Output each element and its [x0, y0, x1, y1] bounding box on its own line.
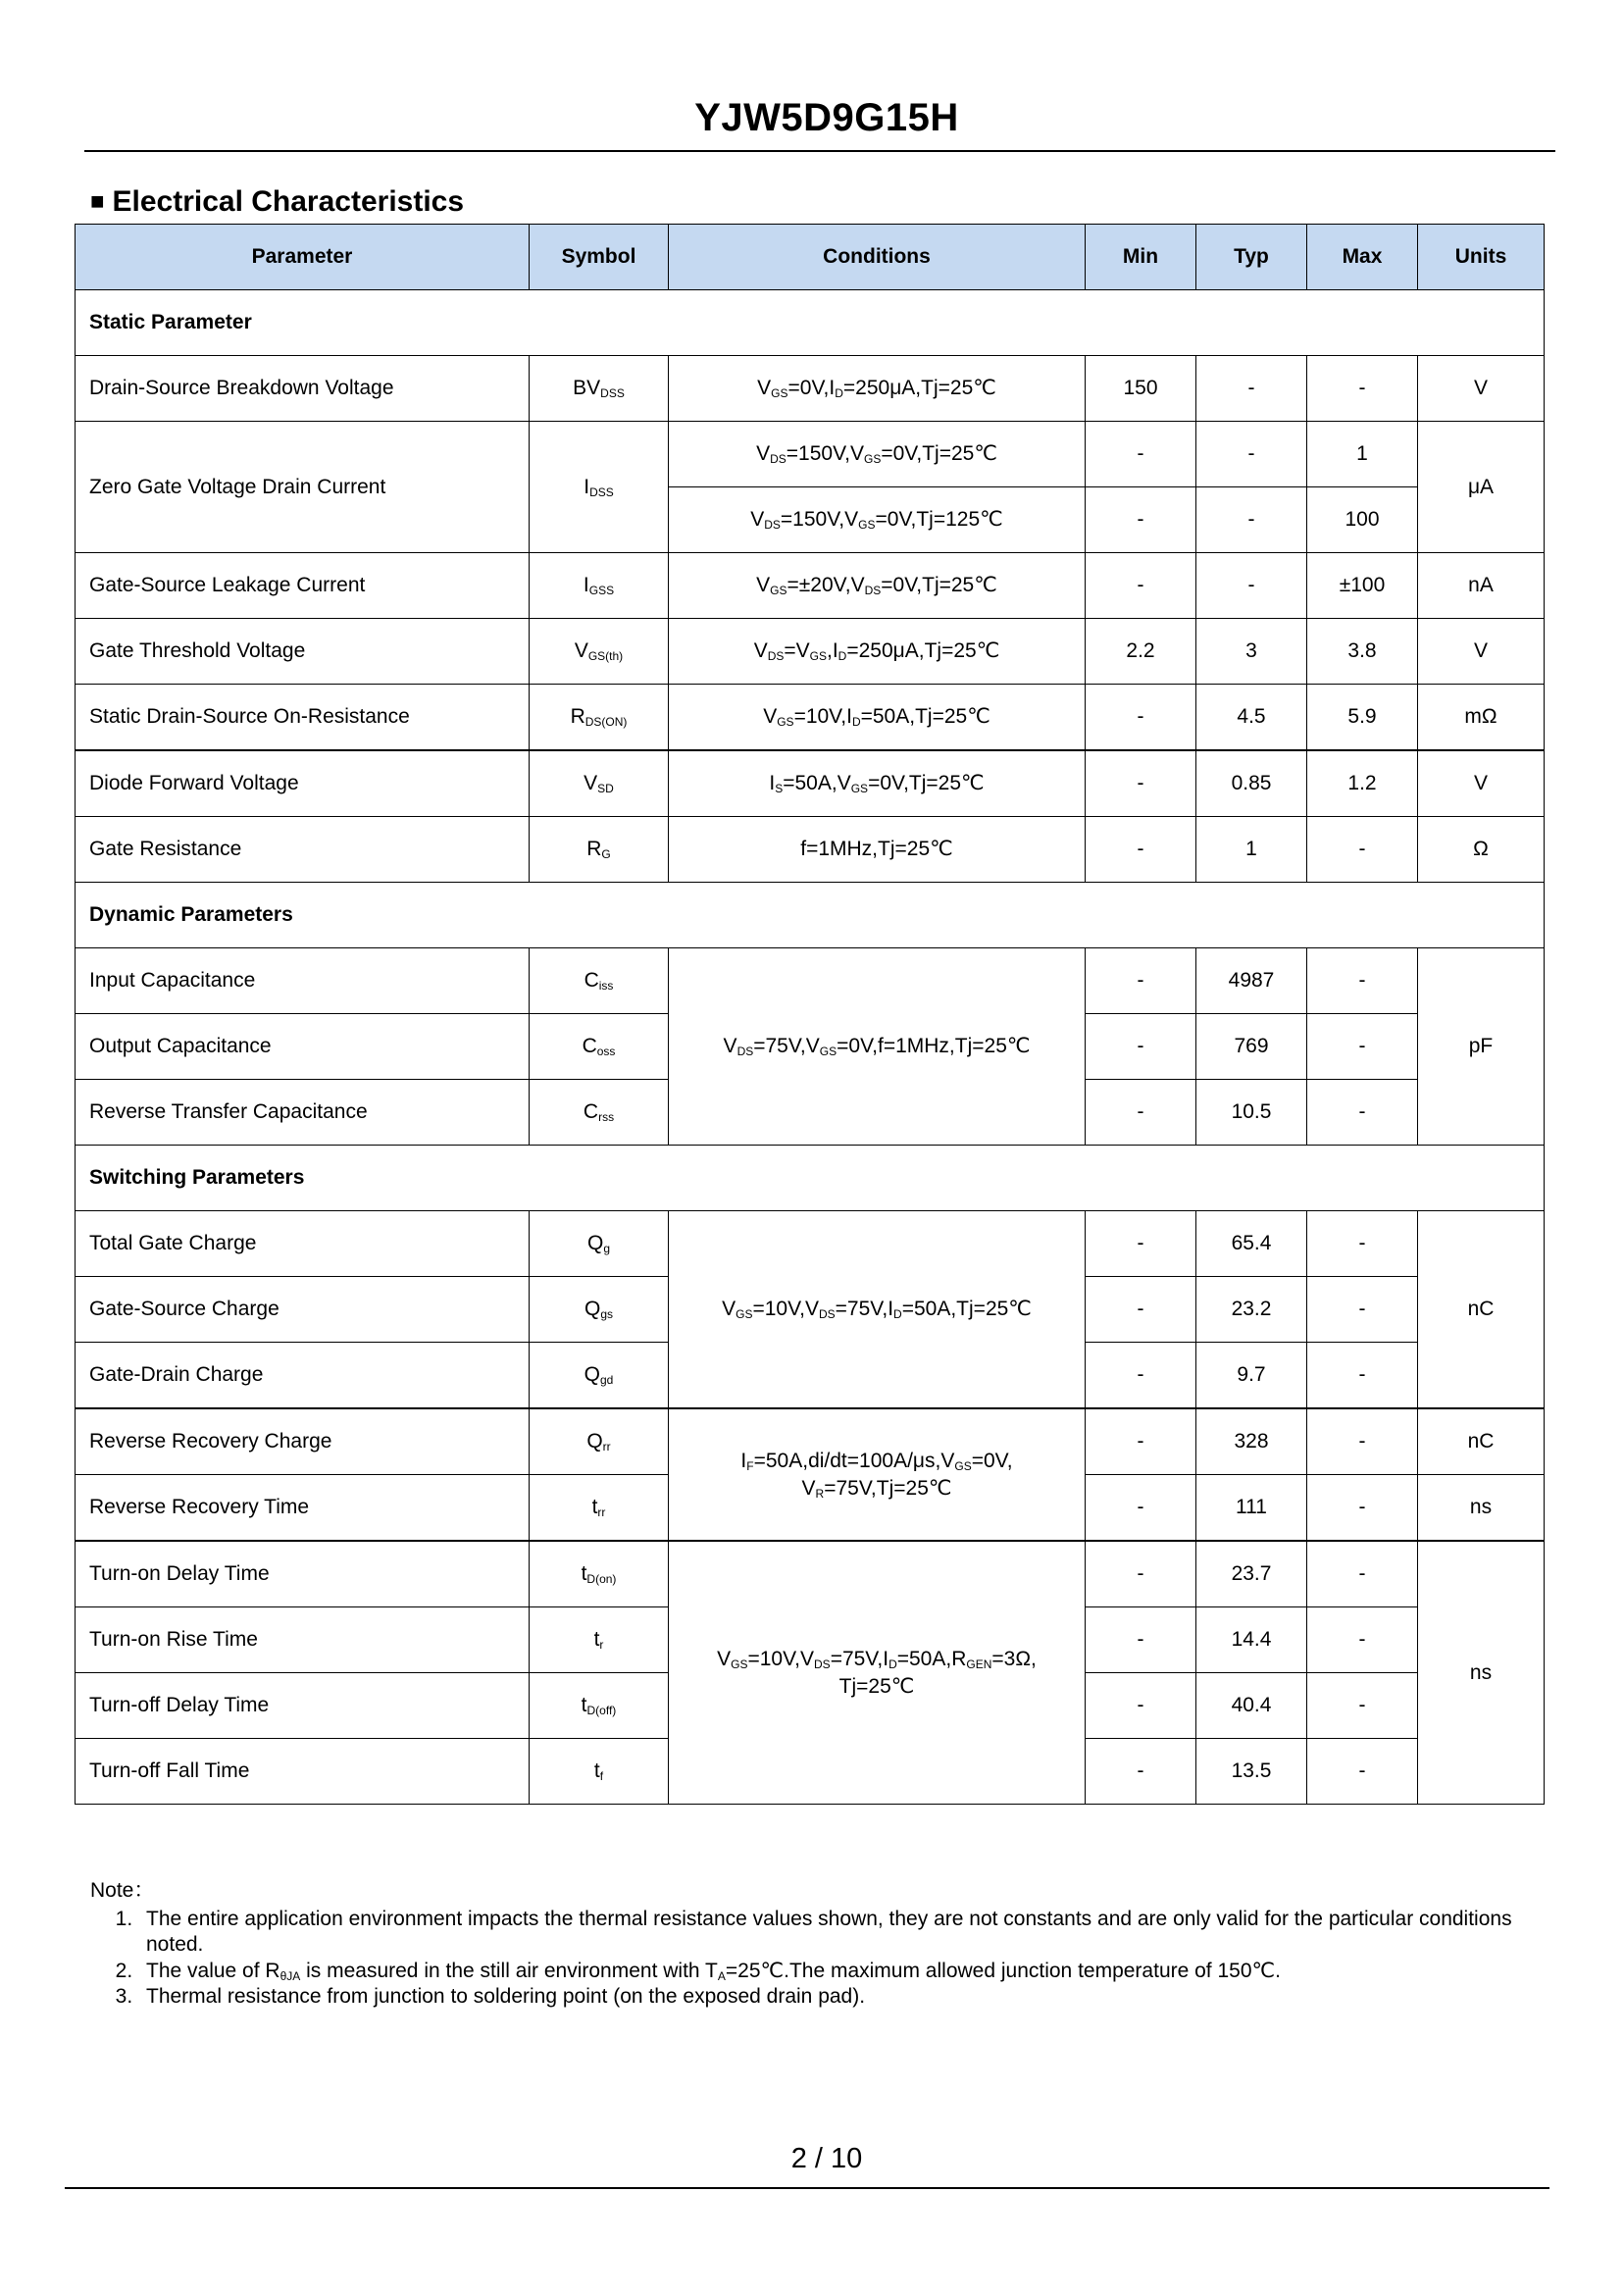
typ-cell: 23.2 — [1196, 1277, 1307, 1343]
note-item: 2. The value of $R_{\theta JA}$ is measured in the still air environment with $T_A=25℃.The$ maximum allowed junction temperature of 150℃. — [138, 1959, 1542, 1985]
note-item: 3. Thermal resistance from junction to soldering point (on the exposed drain pad). — [138, 1984, 1542, 2011]
min-cell: - — [1086, 1343, 1196, 1409]
typ-cell: 65.4 — [1196, 1211, 1307, 1277]
max-cell: - — [1307, 948, 1418, 1014]
min-cell: - — [1086, 1739, 1196, 1805]
typ-cell: 1 — [1196, 817, 1307, 883]
header-conditions: Conditions — [669, 225, 1086, 290]
param-cell: Turn-on Rise Time — [76, 1607, 530, 1673]
table-row — [76, 356, 1545, 422]
min-cell: - — [1086, 1080, 1196, 1146]
typ-cell: 0.85 — [1196, 750, 1307, 817]
table-row — [76, 422, 1545, 487]
header-symbol: Symbol — [530, 225, 669, 290]
units-cell: V — [1418, 356, 1545, 422]
typ-cell: - — [1196, 553, 1307, 619]
min-cell: - — [1086, 1408, 1196, 1475]
typ-cell: 4.5 — [1196, 685, 1307, 751]
table-row — [76, 750, 1545, 817]
conditions-cell: $V_{DS}=150V,V_{GS}=0V,Tj=25℃$ — [669, 422, 1086, 487]
max-cell: - — [1307, 1211, 1418, 1277]
min-cell: - — [1086, 750, 1196, 817]
max-cell: 100 — [1307, 487, 1418, 553]
min-cell: - — [1086, 685, 1196, 751]
param-cell: Static Drain-Source On-Resistance — [76, 685, 530, 751]
min-cell: - — [1086, 487, 1196, 553]
max-cell: - — [1307, 1408, 1418, 1475]
units-cell: μA — [1418, 422, 1545, 553]
max-cell: - — [1307, 1541, 1418, 1607]
units-cell: Ω — [1418, 817, 1545, 883]
typ-cell: 4987 — [1196, 948, 1307, 1014]
param-cell: Gate-Source Charge — [76, 1277, 530, 1343]
section-row — [76, 290, 1545, 356]
symbol-cell: $t_r$ — [530, 1607, 669, 1673]
document-title: YJW5D9G15H — [694, 96, 959, 139]
min-cell: - — [1086, 1277, 1196, 1343]
min-cell: - — [1086, 1607, 1196, 1673]
section-static: Static Parameter — [76, 290, 1545, 356]
max-cell: - — [1307, 1607, 1418, 1673]
min-cell: - — [1086, 1673, 1196, 1739]
table-row — [76, 948, 1545, 1014]
header-typ: Typ — [1196, 225, 1307, 290]
typ-cell: 40.4 — [1196, 1673, 1307, 1739]
symbol-cell: $I_{GSS}$ — [530, 553, 669, 619]
param-cell: Gate-Drain Charge — [76, 1343, 530, 1409]
section-heading-label: Electrical Characteristics — [112, 185, 465, 218]
table-row — [76, 619, 1545, 685]
max-cell: - — [1307, 1475, 1418, 1542]
typ-cell: 23.7 — [1196, 1541, 1307, 1607]
conditions-cell: $V_{DS}=75V,V_{GS}=0V,f=1MHz,Tj=25℃$ — [669, 948, 1086, 1146]
typ-cell: - — [1196, 356, 1307, 422]
symbol-cell: $V_{GS(th)}$ — [530, 619, 669, 685]
min-cell: - — [1086, 553, 1196, 619]
table-row — [76, 1211, 1545, 1277]
units-cell: pF — [1418, 948, 1545, 1146]
symbol-cell: $C_{iss}$ — [530, 948, 669, 1014]
max-cell: - — [1307, 1343, 1418, 1409]
symbol-cell: $I_{DSS}$ — [530, 422, 669, 553]
note-item: 1. The entire application environment impacts the thermal resistance values shown, they are not constants and are only valid for the particular conditions noted. — [138, 1907, 1542, 1959]
max-cell: 3.8 — [1307, 619, 1418, 685]
conditions-cell: $I_S=50A,V_{GS}=0V,Tj=25℃$ — [669, 750, 1086, 817]
conditions-cell: $V_{DS}=150V,V_{GS}=0V,Tj=125℃$ — [669, 487, 1086, 553]
section-switching: Switching Parameters — [76, 1146, 1545, 1211]
symbol-cell: $Q_{rr}$ — [530, 1408, 669, 1475]
symbol-cell: $t_{D(off)}$ — [530, 1673, 669, 1739]
conditions-cell: $V_{GS}=\pm 20V,V_{DS}=0V,Tj=25℃$ — [669, 553, 1086, 619]
min-cell: - — [1086, 1475, 1196, 1542]
param-cell: Turn-off Delay Time — [76, 1673, 530, 1739]
symbol-cell: $Q_{gd}$ — [530, 1343, 669, 1409]
max-cell: - — [1307, 1673, 1418, 1739]
typ-cell: - — [1196, 422, 1307, 487]
symbol-cell: $C_{rss}$ — [530, 1080, 669, 1146]
notes-heading: Note： — [90, 1879, 155, 1902]
notes-list — [90, 1907, 1542, 2011]
param-cell: Zero Gate Voltage Drain Current — [76, 422, 530, 553]
units-cell: V — [1418, 750, 1545, 817]
notes-section — [90, 1878, 1542, 2011]
units-cell: V — [1418, 619, 1545, 685]
symbol-cell: $Q_{gs}$ — [530, 1277, 669, 1343]
table-row — [76, 685, 1545, 751]
typ-cell: 328 — [1196, 1408, 1307, 1475]
typ-cell: 3 — [1196, 619, 1307, 685]
param-cell: Turn-on Delay Time — [76, 1541, 530, 1607]
min-cell: - — [1086, 1541, 1196, 1607]
symbol-cell: $t_{D(on)}$ — [530, 1541, 669, 1607]
units-cell: ns — [1418, 1541, 1545, 1805]
typ-cell: 14.4 — [1196, 1607, 1307, 1673]
symbol-cell: $R_G$ — [530, 817, 669, 883]
header-max: Max — [1307, 225, 1418, 290]
symbol-cell: $BV_{DSS}$ — [530, 356, 669, 422]
conditions-cell: $V_{GS}=10V,I_D=50A,Tj=25℃$ — [669, 685, 1086, 751]
max-cell: - — [1307, 356, 1418, 422]
symbol-cell: $C_{oss}$ — [530, 1014, 669, 1080]
table-row — [76, 1541, 1545, 1607]
param-cell: Gate-Source Leakage Current — [76, 553, 530, 619]
units-cell: nC — [1418, 1211, 1545, 1409]
section-row — [76, 883, 1545, 948]
units-cell: ns — [1418, 1475, 1545, 1542]
page-number: 2 / 10 — [790, 2143, 863, 2174]
max-cell: - — [1307, 1080, 1418, 1146]
param-cell: Output Capacitance — [76, 1014, 530, 1080]
max-cell: - — [1307, 1739, 1418, 1805]
square-bullet-icon: ■ — [90, 188, 105, 215]
param-cell: Total Gate Charge — [76, 1211, 530, 1277]
param-cell: Reverse Recovery Time — [76, 1475, 530, 1542]
symbol-cell: $Q_g$ — [530, 1211, 669, 1277]
min-cell: 2.2 — [1086, 619, 1196, 685]
typ-cell: 10.5 — [1196, 1080, 1307, 1146]
max-cell: ±100 — [1307, 553, 1418, 619]
header-parameter: Parameter — [76, 225, 530, 290]
symbol-cell: $t_{rr}$ — [530, 1475, 669, 1542]
min-cell: - — [1086, 817, 1196, 883]
section-row — [76, 1146, 1545, 1211]
min-cell: - — [1086, 1211, 1196, 1277]
typ-cell: 13.5 — [1196, 1739, 1307, 1805]
table-row — [76, 817, 1545, 883]
table-row — [76, 1408, 1545, 1475]
title-divider — [84, 150, 1555, 152]
section-dynamic: Dynamic Parameters — [76, 883, 1545, 948]
param-cell: Gate Threshold Voltage — [76, 619, 530, 685]
symbol-cell: $R_{DS(ON)}$ — [530, 685, 669, 751]
conditions-cell: $I_F=50A,di/dt=100A/\mu s,V_{GS}=0V$, $V_R=75V,Tj=25℃$ — [669, 1408, 1086, 1541]
conditions-cell: $V_{DS}=V_{GS},I_D=250\mu A,Tj=25℃$ — [669, 619, 1086, 685]
table-header-row — [76, 225, 1545, 290]
max-cell: - — [1307, 1277, 1418, 1343]
typ-cell: 769 — [1196, 1014, 1307, 1080]
max-cell: 5.9 — [1307, 685, 1418, 751]
param-cell: Drain-Source Breakdown Voltage — [76, 356, 530, 422]
electrical-characteristics-table — [75, 224, 1545, 1805]
min-cell: - — [1086, 1014, 1196, 1080]
min-cell: 150 — [1086, 356, 1196, 422]
header-units: Units — [1418, 225, 1545, 290]
max-cell: - — [1307, 1014, 1418, 1080]
param-cell: Turn-off Fall Time — [76, 1739, 530, 1805]
units-cell: mΩ — [1418, 685, 1545, 751]
symbol-cell: $V_{SD}$ — [530, 750, 669, 817]
max-cell: 1.2 — [1307, 750, 1418, 817]
param-cell: Input Capacitance — [76, 948, 530, 1014]
min-cell: - — [1086, 422, 1196, 487]
param-cell: Diode Forward Voltage — [76, 750, 530, 817]
typ-cell: 111 — [1196, 1475, 1307, 1542]
table-row — [76, 553, 1545, 619]
header-min: Min — [1086, 225, 1196, 290]
section-heading — [90, 185, 464, 219]
conditions-cell: f=1MHz,Tj=25℃ — [669, 817, 1086, 883]
typ-cell: - — [1196, 487, 1307, 553]
max-cell: - — [1307, 817, 1418, 883]
units-cell: nA — [1418, 553, 1545, 619]
conditions-cell: $V_{GS}=0V,I_D=250\mu A,Tj=25℃$ — [669, 356, 1086, 422]
param-cell: Gate Resistance — [76, 817, 530, 883]
param-cell: Reverse Transfer Capacitance — [76, 1080, 530, 1146]
typ-cell: 9.7 — [1196, 1343, 1307, 1409]
max-cell: 1 — [1307, 422, 1418, 487]
conditions-cell: $V_{GS}=10V,V_{DS}=75V,I_D=50A,R_{GEN}=3\Omega$, Tj=25℃ — [669, 1541, 1086, 1805]
min-cell: - — [1086, 948, 1196, 1014]
param-cell: Reverse Recovery Charge — [76, 1408, 530, 1475]
conditions-cell: $V_{GS}=10V,V_{DS}=75V,I_D=50A,Tj=25℃$ — [669, 1211, 1086, 1409]
units-cell: nC — [1418, 1408, 1545, 1475]
footer-divider — [65, 2187, 1549, 2189]
symbol-cell: $t_f$ — [530, 1739, 669, 1805]
